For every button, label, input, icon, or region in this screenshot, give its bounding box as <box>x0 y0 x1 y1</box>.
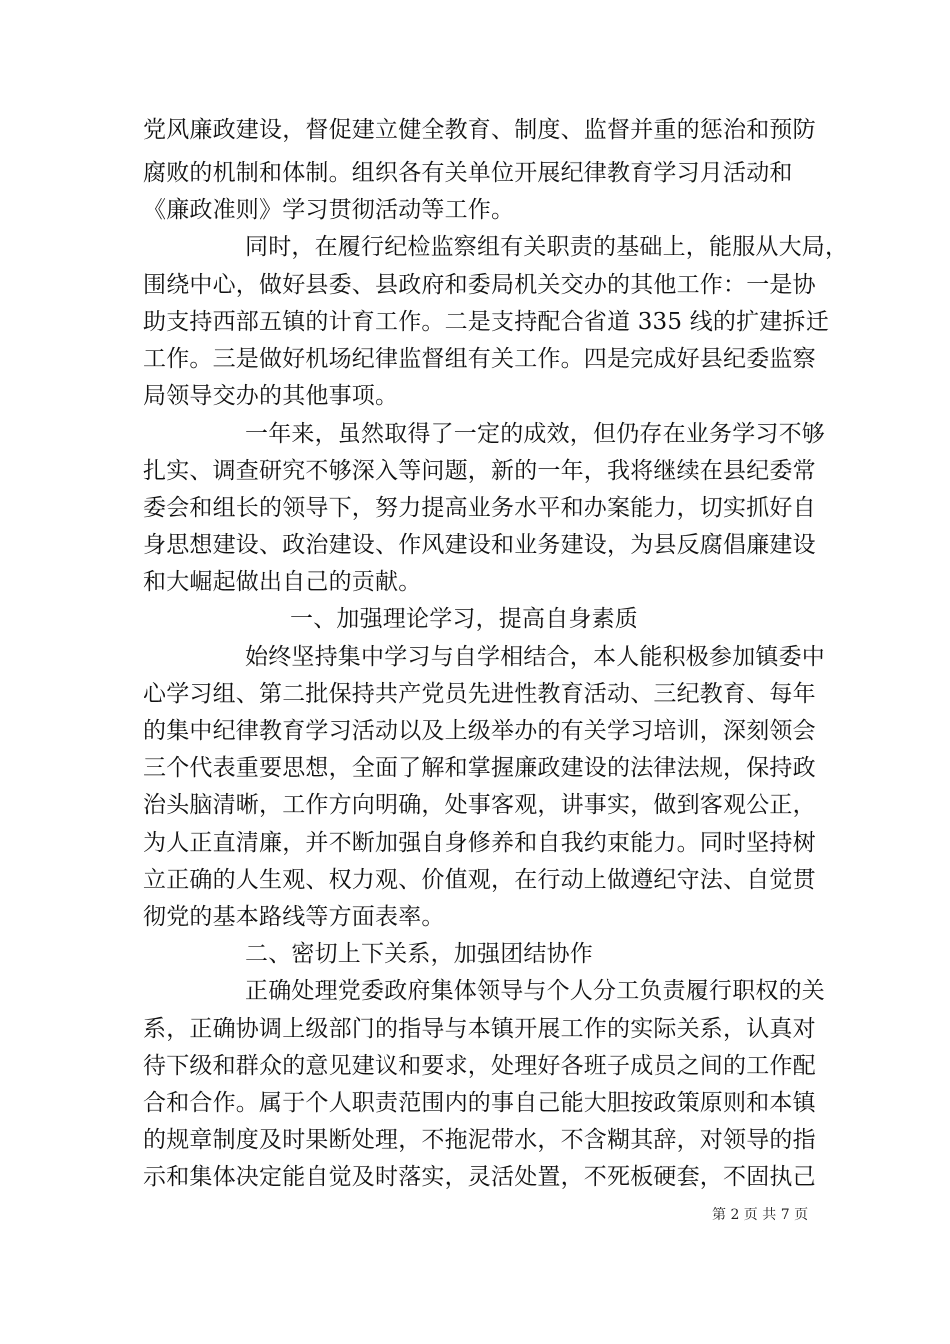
text-line: 的规章制度及时果断处理，不拖泥带水，不含糊其辞，对领导的指 <box>143 1127 816 1153</box>
text-line: 党风廉政建设，督促建立健全教育、制度、监督并重的惩治和预防 <box>143 117 816 143</box>
text-line: 待下级和群众的意见建议和要求，处理好各班子成员之间的工作配 <box>143 1053 816 1079</box>
page-number-footer: 第 2 页 共 7 页 <box>712 1207 809 1223</box>
text-line: 治头脑清晰，工作方向明确，处事客观，讲事实，做到客观公正， <box>143 792 816 818</box>
text-line: 工作。三是做好机场纪律监督组有关工作。四是完成好县纪委监察 <box>143 346 816 372</box>
paragraph-start-line: 正确处理党委政府集体领导与个人分工负责履行职权的关 <box>245 978 825 1004</box>
text-line: 委会和组长的领导下，努力提高业务水平和办案能力，切实抓好自 <box>143 495 816 521</box>
section-heading-2: 二、密切上下关系，加强团结协作 <box>245 941 593 967</box>
text-line: 和大崛起做出自己的贡献。 <box>143 569 422 595</box>
text-line: 助支持西部五镇的计育工作。二是支持配合省道 335 线的扩建拆迁 <box>143 309 829 335</box>
text-line: 心学习组、第二批保持共产党员先进性教育活动、三纪教育、每年 <box>143 681 816 707</box>
text-line: 三个代表重要思想，全面了解和掌握廉政建设的法律法规，保持政 <box>143 755 816 781</box>
paragraph-start-line: 同时，在履行纪检监察组有关职责的基础上，能服从大局， <box>245 234 849 260</box>
section-heading-1: 一、加强理论学习，提高自身素质 <box>290 606 638 632</box>
text-line: 腐败的机制和体制。组织各有关单位开展纪律教育学习月活动和 <box>143 160 793 186</box>
text-line: 身思想建设、政治建设、作风建设和业务建设，为县反腐倡廉建设 <box>143 532 816 558</box>
text-line: 《廉政准则》学习贯彻活动等工作。 <box>143 197 515 223</box>
text-line: 彻党的基本路线等方面表率。 <box>143 904 445 930</box>
text-line: 围绕中心，做好县委、县政府和委局机关交办的其他工作：一是协 <box>143 272 816 298</box>
text-line: 系，正确协调上级部门的指导与本镇开展工作的实际关系，认真对 <box>143 1016 816 1042</box>
paragraph-start-line: 始终坚持集中学习与自学相结合，本人能积极参加镇委中 <box>245 644 825 670</box>
text-line: 合和合作。属于个人职责范围内的事自己能大胆按政策原则和本镇 <box>143 1090 816 1116</box>
text-line: 扎实、调查研究不够深入等问题，新的一年，我将继续在县纪委常 <box>143 458 816 484</box>
text-line: 立正确的人生观、权力观、价值观，在行动上做遵纪守法、自觉贯 <box>143 867 816 893</box>
text-line: 为人正直清廉，并不断加强自身修养和自我约束能力。同时坚持树 <box>143 830 816 856</box>
text-line: 的集中纪律教育学习活动以及上级举办的有关学习培训，深刻领会 <box>143 718 816 744</box>
text-line: 示和集体决定能自觉及时落实，灵活处置，不死板硬套，不固执己 <box>143 1164 816 1190</box>
paragraph-start-line: 一年来，虽然取得了一定的成效，但仍存在业务学习不够 <box>245 421 825 447</box>
text-line: 局领导交办的其他事项。 <box>143 383 399 409</box>
